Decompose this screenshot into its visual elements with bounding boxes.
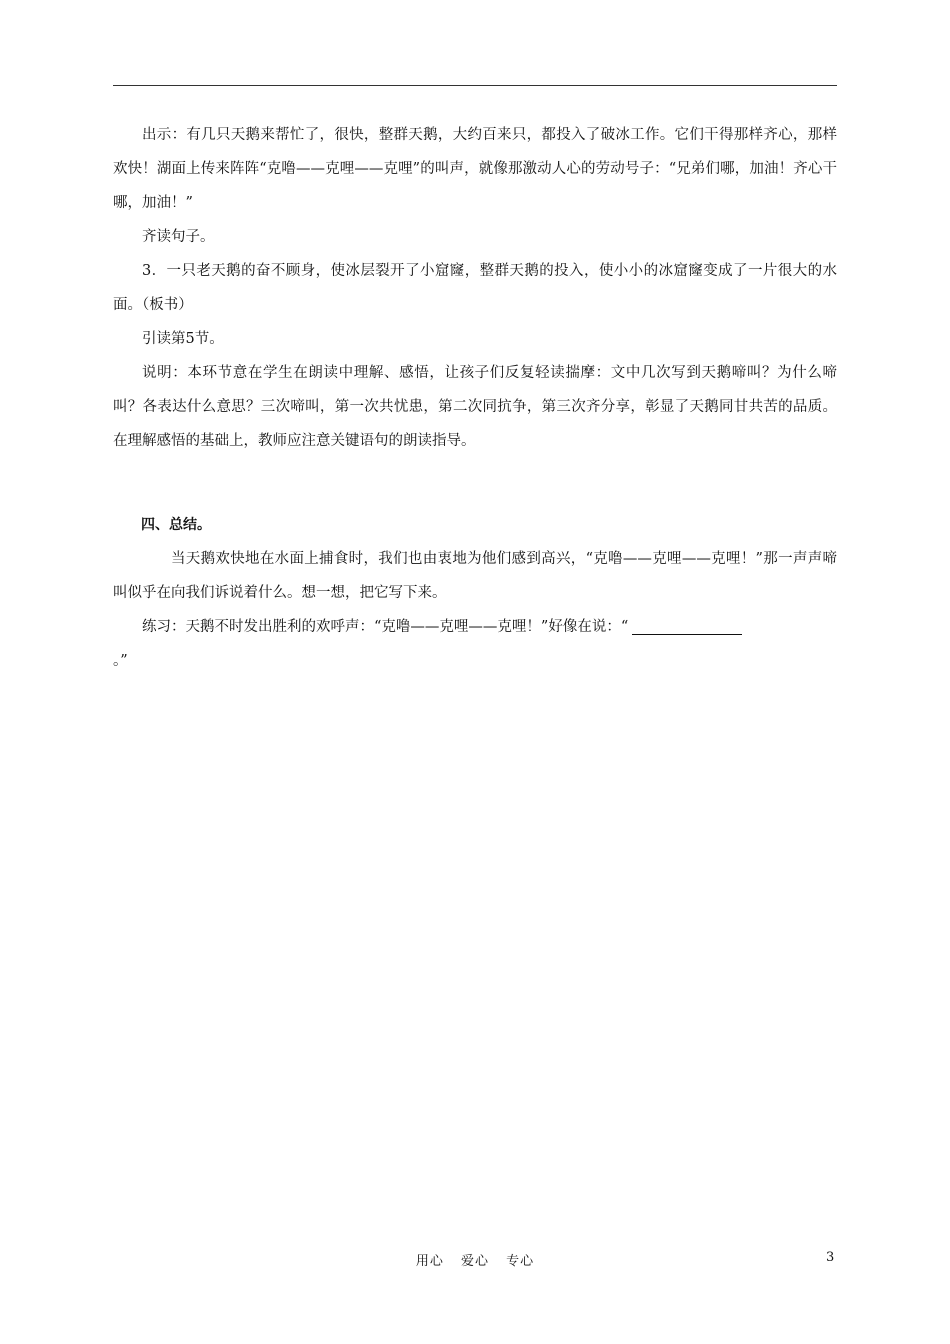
paragraph-exercise-end — [113, 644, 837, 678]
paragraph-exercise — [113, 610, 837, 644]
section-heading-summary: 四、总结。 — [141, 517, 211, 533]
paragraph-lead-reading: 引读第5节。 — [142, 331, 224, 347]
paragraph-point-3: 3．一只老天鹅的奋不顾身，使冰层裂开了小窟窿，整群天鹅的投入，使小小的冰窟窿变成了一片很大的水面。（板书） — [113, 263, 837, 313]
footer-motto: 用心 爱心 专心 — [415, 1254, 535, 1269]
paragraph-explanation: 说明：本环节意在学生在朗读中理解、感悟，让孩子们反复轻读揣摩：文中几次写到天鹅啼叫？为什么啼叫？各表达什么意思？三次啼叫，第一次共忧患，第二次同抗争，第三次齐分享，彰显了天鹅同甘共苦的品质。在理解感悟的基础上，教师应注意关键语句的朗读指导。 — [113, 365, 837, 449]
fill-in-blank[interactable] — [632, 618, 742, 635]
header-rule — [113, 85, 837, 86]
body-section-1 — [113, 118, 837, 458]
page-number: 3 — [826, 1250, 835, 1265]
exercise-prompt: 练习：天鹅不时发出胜利的欢呼声：“克噜——克哩——克哩！”好像在说：“ — [142, 619, 629, 635]
paragraph-read-together: 齐读句子。 — [142, 229, 215, 245]
paragraph-summary: 当天鹅欢快地在水面上捕食时，我们也由衷地为他们感到高兴，“克噜——克哩——克哩！”那一声声啼叫似乎在向我们诉说着什么。想一想，把它写下来。 — [113, 551, 837, 601]
exercise-close-quote: 。” — [113, 653, 128, 669]
body-section-2 — [113, 508, 837, 678]
paragraph-show-quote: 出示：有几只天鹅来帮忙了，很快，整群天鹅，大约百来只，都投入了破冰工作。它们干得那样齐心，那样欢快！湖面上传来阵阵“克噜——克哩——克哩”的叫声，就像那激动人心的劳动号子：“兄弟们哪，加油！齐心干哪，加油！” — [113, 127, 837, 211]
